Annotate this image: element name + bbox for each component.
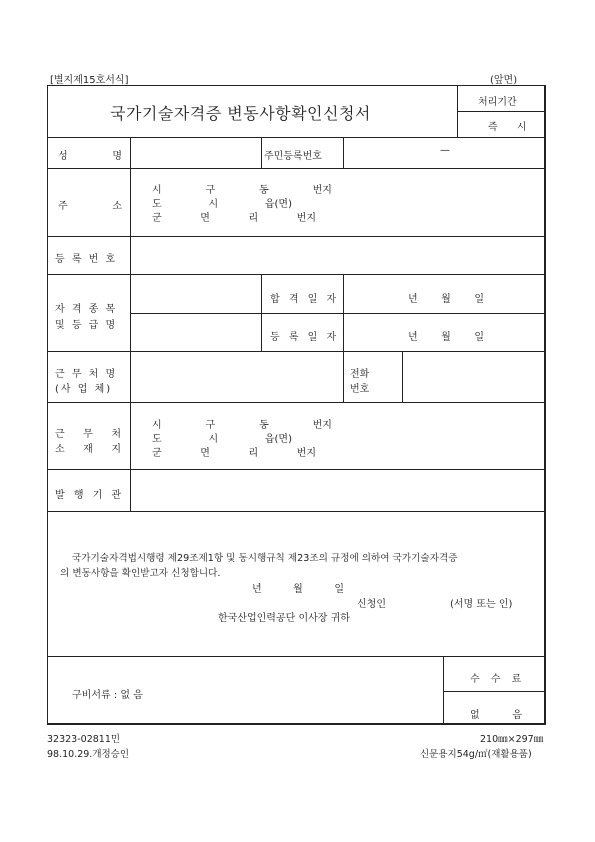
qualification-label-line1: 자 격 종 목: [55, 304, 118, 315]
resident-number-label: 주민등록번호: [264, 151, 322, 162]
divider: [261, 137, 262, 168]
workplace-address-label-line1: 근 무 처: [55, 429, 121, 440]
workplace-name-field[interactable]: [131, 352, 342, 401]
address-field[interactable]: [131, 169, 544, 235]
address-line-1: 시 구 동 번지: [152, 185, 332, 196]
approval-date: 98.10.29.개정승인: [47, 749, 130, 760]
form-number: [별지제15호서식]: [50, 75, 129, 86]
processing-period-label: 처리기간: [478, 97, 517, 108]
registration-number-label: 등 록 번 호: [55, 254, 118, 265]
qualification-field-2[interactable]: [131, 314, 260, 350]
workplace-name-label-line2: (사 업 체): [55, 384, 113, 395]
issuer-field[interactable]: [131, 470, 544, 510]
applicant-label: 신청인: [357, 599, 386, 610]
workplace-address-field[interactable]: [131, 403, 544, 468]
divider: [457, 85, 458, 137]
divider: [443, 656, 444, 725]
registration-date-label: 등 록 일 자: [270, 332, 340, 343]
name-label: 성 명: [58, 151, 122, 162]
page-side-label: (앞면): [490, 75, 518, 86]
resident-number-dash: —: [440, 145, 450, 156]
signature-label: (서명 또는 인): [450, 599, 513, 610]
registration-number-field[interactable]: [131, 237, 544, 273]
address-line-2: 도 시 읍(면): [152, 199, 292, 210]
fee-label: 수 수 료: [470, 674, 526, 685]
divider: [457, 111, 546, 112]
divider: [261, 274, 262, 351]
divider: [47, 511, 546, 512]
pass-date-field[interactable]: [344, 275, 544, 312]
workplace-name-label-line1: 근 무 처 명: [55, 369, 118, 380]
registration-date-value: 년 월 일: [408, 332, 484, 343]
workplace-address-line-3: 군 면 리 번지: [152, 448, 316, 459]
name-field[interactable]: [131, 138, 260, 167]
statement-date: 년 월 일: [252, 584, 344, 595]
required-documents: 구비서류 : 없 음: [72, 690, 143, 701]
pass-date-label: 합 격 일 자: [270, 294, 340, 305]
issuer-label: 발 행 기 관: [55, 490, 125, 501]
paper-size: 210㎜×297㎜: [480, 734, 544, 745]
paper-type: 신문용지54g/㎡(재활용품): [420, 749, 532, 760]
address-line-3: 군 면 리 번지: [152, 213, 316, 224]
divider: [343, 351, 344, 402]
pass-date-value: 년 월 일: [408, 294, 484, 305]
registration-date-field[interactable]: [344, 314, 544, 350]
form-code: 32323-02811민: [47, 734, 121, 745]
phone-field[interactable]: [403, 352, 544, 401]
qualification-field-1[interactable]: [131, 275, 260, 312]
processing-period-value: 즉 시: [488, 122, 535, 133]
applicant-signature-field[interactable]: [395, 592, 447, 608]
divider: [47, 656, 546, 657]
phone-label-line2: 번호: [350, 384, 370, 395]
workplace-address-label-line2: 소 재 지: [55, 444, 121, 455]
statement-line-2: 의 변동사항을 확인받고자 신청합니다.: [60, 568, 221, 579]
fee-value: 없 음: [470, 710, 522, 721]
phone-label-line1: 전화: [350, 369, 370, 380]
divider: [443, 691, 546, 692]
form-title: 국가기술자격증 변동사항확인신청서: [110, 104, 371, 123]
address-label: 주 소: [58, 201, 122, 212]
statement-line-1: 국가기술자격법시행령 제29조제1항 및 동시행규칙 제23조의 규정에 의하여 국가기술자격증: [72, 553, 458, 564]
addressee: 한국산업인력공단 이사장 귀하: [218, 613, 350, 624]
resident-number-field[interactable]: [344, 138, 544, 167]
workplace-address-line-1: 시 구 동 번지: [152, 420, 332, 431]
workplace-address-line-2: 도 시 읍(면): [152, 434, 292, 445]
qualification-label-line2: 및 등 급 명: [55, 320, 118, 331]
